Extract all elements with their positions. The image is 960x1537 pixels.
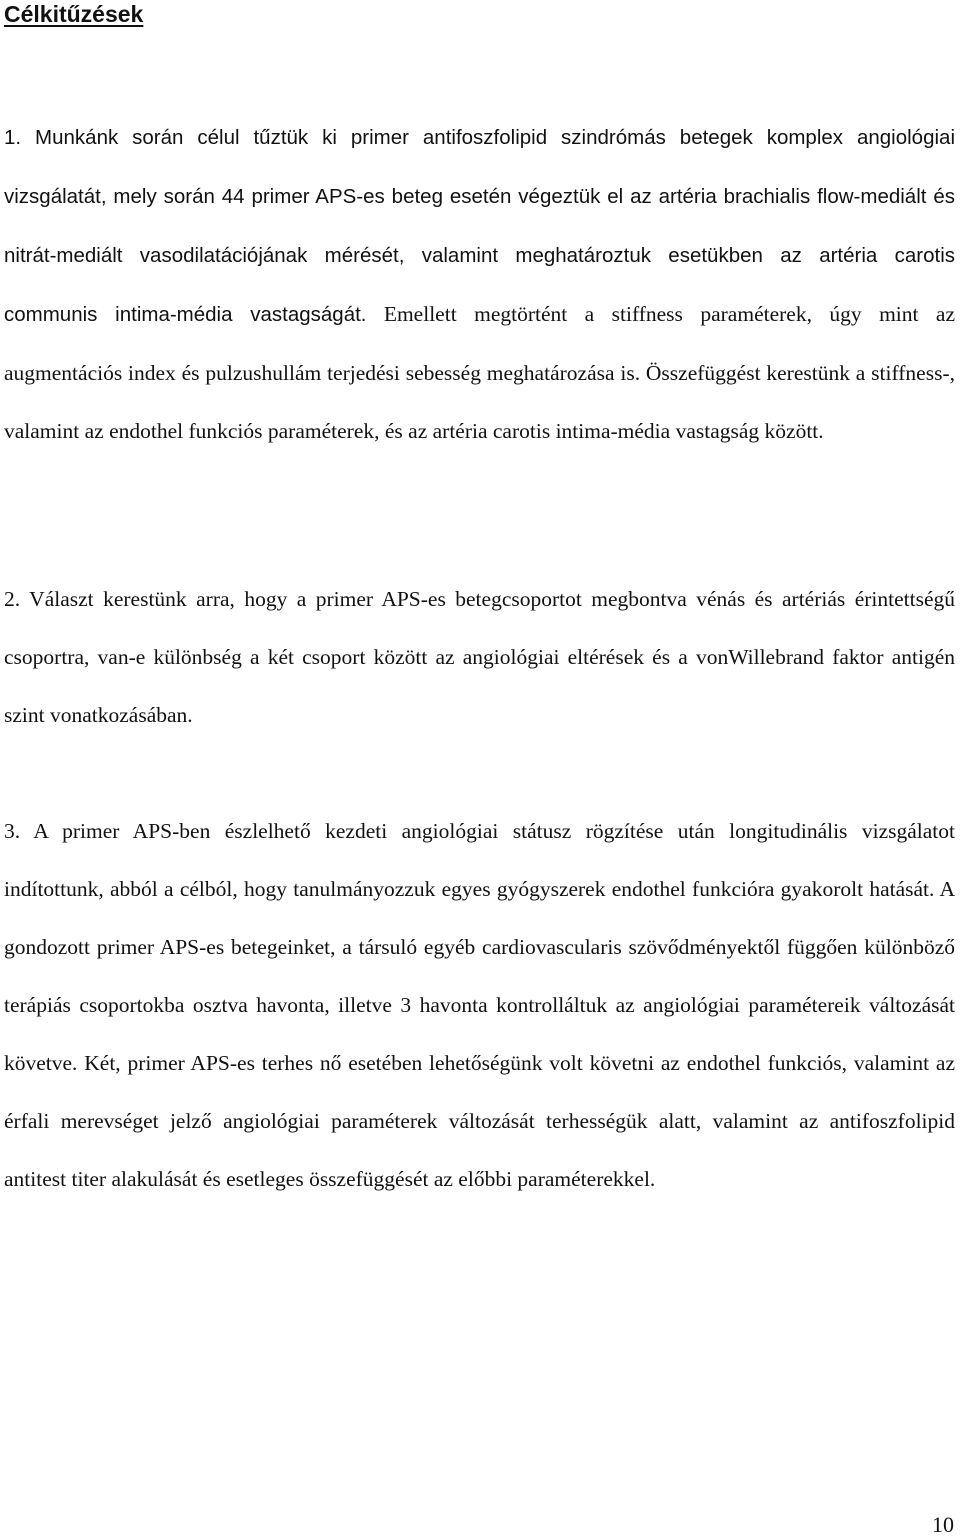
paragraph-1-sans-text: 1. Munkánk során célul tűztük ki primer antifoszfolipid szindrómás betegek komplex angiológiai vizsgálatát, mely során 44 primer APS-es beteg esetén végeztük el az artéria brachialis flow-mediált és nitrát-mediált vasodilatációjának mérését, valamint meghatároztuk esetükben az artéria carotis communis intima-média vastagságát. xyxy=(4,126,955,326)
paragraph-3: 3. A primer APS-ben észlelhető kezdeti angiológiai státusz rögzítése után longitudinális vizsgálatot indítottunk, abból a célból, hogy tanulmányozzuk egyes gyógyszerek endothel funkcióra gyakorolt hatását. A gondozott primer APS-es betegeinket, a társuló egyéb cardiovascularis szövődményektől függően különböző terápiás csoportokba osztva havonta, illetve 3 havonta kontrolláltuk az angiológiai paramétereik változását követve. Két, primer APS-es terhes nő esetében lehetőségünk volt követni az endothel funkciós, valamint az érfali merevséget jelző angiológiai paraméterek változását terhességük alatt, valamint az antifoszfolipid antitest titer alakulását és esetleges összefüggését az előbbi paraméterekkel. xyxy=(4,819,955,1191)
page-number: 10 xyxy=(932,1512,954,1537)
section-title: Célkitűzések xyxy=(4,1,144,27)
paragraph-1-serif-text: Emellett megtörtént a stiffness paraméterek, úgy mint az augmentációs index és pulzushullám terjedési sebesség meghatározása is. Összefüggést kerestünk a stiffness-, valamint az endothel funkciós paraméterek, és az artéria carotis intima-média vastagság között. xyxy=(4,302,956,443)
paragraph-2: 2. Választ kerestünk arra, hogy a primer APS-es betegcsoportot megbontva vénás és artériás érintettségű csoportra, van-e különbség a két csoport között az angiológiai eltérések és a vonWillebrand faktor antigén szint vonatkozásában. xyxy=(4,587,955,727)
paragraph-1 xyxy=(4,108,955,460)
